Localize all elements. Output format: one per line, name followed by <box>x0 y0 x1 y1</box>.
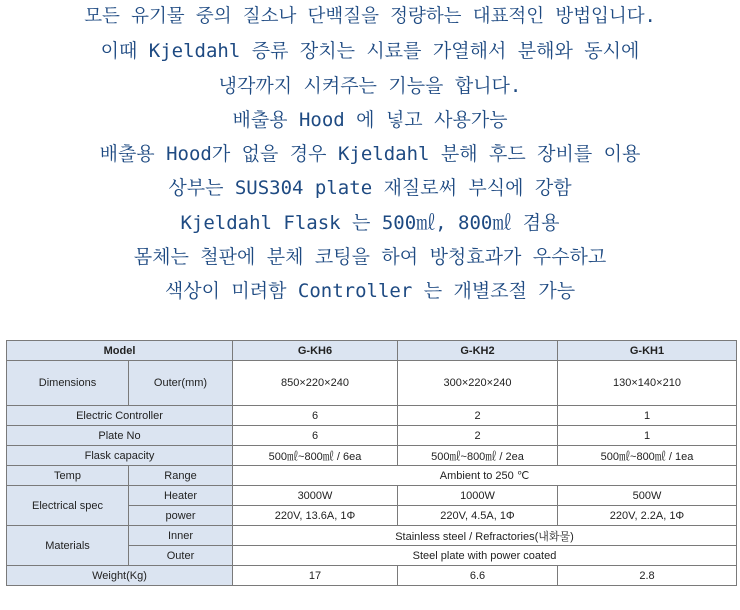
table-cell: 6.6 <box>398 566 558 586</box>
table-row <box>7 406 737 426</box>
table-cell: 130×140×210 <box>558 361 737 406</box>
table-cell: 500㎖~800㎖ / 2ea <box>398 446 558 466</box>
row-sublabel: Outer <box>129 546 233 566</box>
row-sublabel: Heater <box>129 486 233 506</box>
model-name: G-KH2 <box>398 341 558 361</box>
table-row <box>7 446 737 466</box>
description-line: Kjeldahl Flask 는 500㎖, 800㎖ 겸용 <box>180 211 560 234</box>
description-line: 배출용 Hood 에 넣고 사용가능 <box>232 108 508 131</box>
table-cell: 1 <box>558 426 737 446</box>
table-cell: 500㎖~800㎖ / 1ea <box>558 446 737 466</box>
description-line: 이때 Kjeldahl 증류 장치는 시료를 가열해서 분해와 동시에 <box>100 40 640 63</box>
table-cell: 500㎖~800㎖ / 6ea <box>233 446 398 466</box>
spec-table <box>6 340 737 586</box>
row-sublabel: power <box>129 506 233 526</box>
row-label: Flask capacity <box>7 446 233 466</box>
description-line: 배출용 Hood가 없을 경우 Kjeldahl 분해 후드 장비를 이용 <box>99 143 641 166</box>
table-row <box>7 466 737 486</box>
description-line: 모든 유기물 중의 질소나 단백질을 정량하는 대표적인 방법입니다. <box>84 6 656 27</box>
table-cell: 3000W <box>233 486 398 506</box>
row-label: Weight(Kg) <box>7 566 233 586</box>
table-cell: 2.8 <box>558 566 737 586</box>
row-sublabel: Inner <box>129 526 233 546</box>
table-row <box>7 526 737 546</box>
table-cell: 2 <box>398 426 558 446</box>
table-cell: 1 <box>558 406 737 426</box>
row-label: Plate No <box>7 426 233 446</box>
table-row <box>7 426 737 446</box>
row-label: Electric Controller <box>7 406 233 426</box>
row-label: Electrical spec <box>7 486 129 526</box>
table-cell: 2 <box>398 406 558 426</box>
table-row <box>7 361 737 406</box>
table-cell: 850×220×240 <box>233 361 398 406</box>
row-label: Materials <box>7 526 129 566</box>
table-row <box>7 486 737 506</box>
row-sublabel: Outer(mm) <box>129 361 233 406</box>
table-cell: 6 <box>233 426 398 446</box>
description-line: 상부는 SUS304 plate 재질로써 부식에 강함 <box>168 177 572 200</box>
table-header-row <box>7 341 737 361</box>
model-header: Model <box>7 341 233 361</box>
table-cell: 300×220×240 <box>398 361 558 406</box>
table-row <box>7 566 737 586</box>
table-cell: 500W <box>558 486 737 506</box>
row-sublabel: Range <box>129 466 233 486</box>
row-label: Temp <box>7 466 129 486</box>
table-cell: Steel plate with power coated <box>233 546 737 566</box>
table-cell: 220V, 13.6A, 1Φ <box>233 506 398 526</box>
table-cell: Stainless steel / Refractories(내화물) <box>233 526 737 546</box>
description-line: 냉각까지 시켜주는 기능을 합니다. <box>218 74 522 97</box>
table-cell: Ambient to 250 ℃ <box>233 466 737 486</box>
model-name: G-KH6 <box>233 341 398 361</box>
description-line: 몸체는 철판에 분체 코팅을 하여 방청효과가 우수하고 <box>133 246 607 269</box>
table-cell: 220V, 2.2A, 1Φ <box>558 506 737 526</box>
table-cell: 220V, 4.5A, 1Φ <box>398 506 558 526</box>
row-label: Dimensions <box>7 361 129 406</box>
description-line: 색상이 미려함 Controller 는 개별조절 가능 <box>164 280 576 303</box>
table-cell: 1000W <box>398 486 558 506</box>
model-name: G-KH1 <box>558 341 737 361</box>
table-cell: 17 <box>233 566 398 586</box>
table-cell: 6 <box>233 406 398 426</box>
